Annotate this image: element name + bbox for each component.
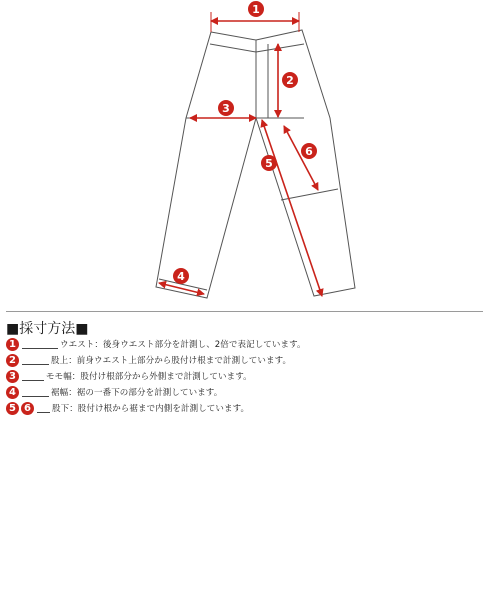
method-heading: ■採寸方法■	[6, 321, 89, 337]
pants-outline	[156, 30, 355, 298]
legend-item-rise	[6, 352, 306, 368]
legend-item-waist	[6, 336, 306, 352]
value-blank	[22, 388, 49, 397]
legend-item-hem	[6, 384, 306, 400]
legend-item-thigh	[6, 368, 306, 384]
measurement-legend	[6, 336, 306, 416]
svg-text:5: 5	[265, 157, 273, 170]
value-blank	[22, 356, 49, 365]
number-badge: 6	[21, 402, 34, 415]
knee-inseam-arrow	[284, 126, 318, 190]
svg-text:4: 4	[177, 270, 185, 283]
number-badge: 1	[6, 338, 19, 351]
svg-text:1: 1	[252, 3, 260, 16]
waistband-left	[210, 44, 256, 52]
marker-2	[282, 72, 298, 88]
value-blank	[22, 372, 44, 381]
number-badge: 2	[6, 354, 19, 367]
svg-text:2: 2	[286, 74, 294, 87]
marker-4	[173, 268, 189, 284]
left-leg-outline	[156, 32, 256, 298]
marker-6	[301, 143, 317, 159]
svg-text:6: 6	[305, 145, 313, 158]
marker-5	[261, 155, 277, 171]
section-divider	[6, 311, 483, 312]
waistband-right	[256, 44, 304, 52]
value-blank	[37, 404, 50, 413]
measurement-lines	[159, 12, 322, 296]
number-badge: 5	[6, 402, 19, 415]
legend-text: 股下：股付け根から裾まで内側を計測しています。	[52, 404, 250, 414]
legend-text: 股上：前身ウエスト上部分から股付け根まで計測しています。	[51, 356, 292, 366]
legend-text: 裾幅：裾の一番下の部分を計測しています。	[51, 388, 223, 398]
marker-3	[218, 100, 234, 116]
legend-text: モモ幅：股付け根部分から外側まで計測しています。	[46, 372, 252, 382]
value-blank	[22, 340, 58, 349]
legend-item-inseam	[6, 400, 306, 416]
marker-1	[248, 1, 264, 17]
number-badge: 3	[6, 370, 19, 383]
legend-text: ウエスト：後身ウエスト部分を計測し、2倍で表記しています。	[60, 340, 306, 350]
svg-text:3: 3	[222, 102, 230, 115]
number-badge: 4	[6, 386, 19, 399]
